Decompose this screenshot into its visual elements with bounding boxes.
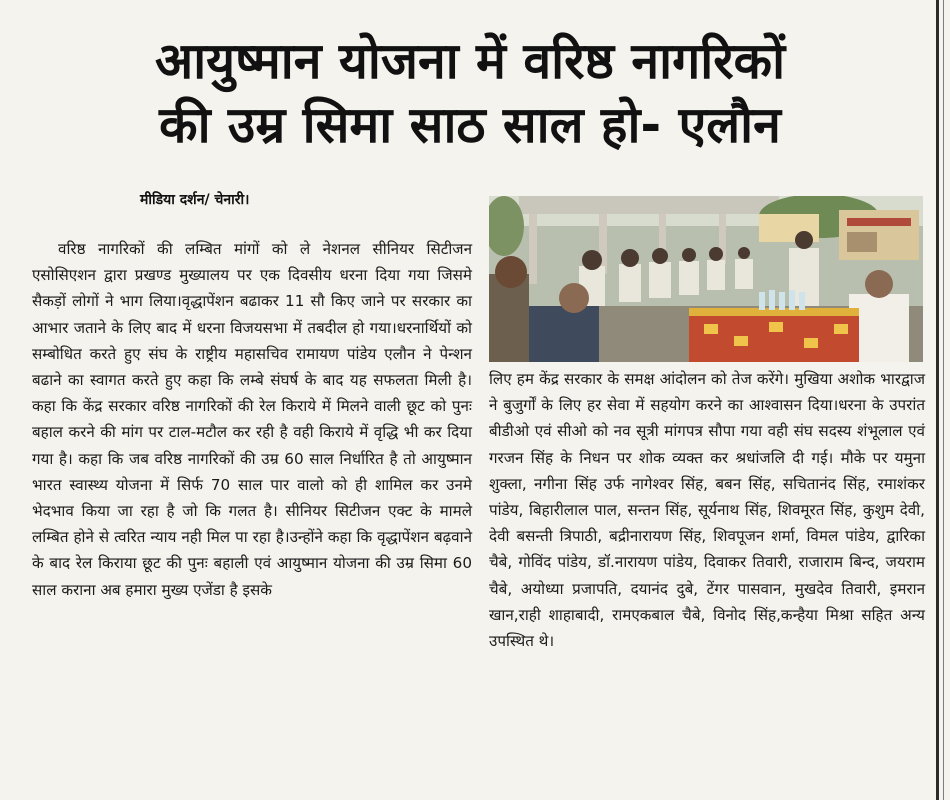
column-divider-thin [943, 0, 944, 800]
column-divider [936, 0, 939, 800]
headline-line-2: की उम्र सिमा साठ साल हो- एलौन [159, 96, 781, 154]
headline-line-1: आयुष्मान योजना में वरिष्ठ नागरिकों [154, 32, 786, 90]
headline [10, 30, 930, 156]
byline: मीडिया दर्शन/ चेनारी। [140, 192, 250, 208]
event-photo [489, 196, 923, 362]
article-right-column [489, 366, 925, 654]
cropped-previous-article-strip [0, 0, 950, 10]
dharna-gathering-illustration [489, 196, 923, 362]
article-left-column [32, 236, 472, 603]
article-right-text: लिए हम केंद्र सरकार के समक्ष आंदोलन को तेज करेंगे। मुखिया अशोक भारद्वाज ने बुजुर्गों के लिए हर सेवा में सहयोग करने का आश्वासन दिया।धरना के उपरांत बीडीओ एवं सीओ को नव सूत्री मांगपत्र सौपा गया वही संघ सदस्य शंभूलाल एवं गरजन सिंह के निधन पर शोक व्यक्त कर श्रधांजलि दी गई। मौके पर यमुना शुक्ला, नगीना सिंह उर्फ नागेश्वर सिंह, बबन सिंह, सचितानंद सिंह, रमाशंकर पांडेय, बिहारीलाल पाल, सन्तन सिंह, सूर्यनाथ सिंह, शिवमूरत सिंह, कुशुम देवी, देवी बसन्ती त्रिपाठी, बद्रीनारायण सिंह, शिवपूजन शर्मा, विमल पांडेय, द्वारिका चैबे, गोविंद पांडेय, डॉ.नारायण पांडेय, दिवाकर तिवारी, राजाराम बिन्द, जयराम चैबे, अयोध्या प्रजापति, दयानंद दुबे, टेंगर पासवान, मुखदेव तिवारी, इमरान खान,राही शाहाबादी, रामएकबाल चैबे, विनोद सिंह,कन्हैया मिश्रा सहित अन्य उपस्थित थे। [489, 370, 925, 651]
article-left-text: वरिष्ठ नागरिकों की लम्बित मांगों को ले नेशनल सीनियर सिटीजन एसोसिएशन द्वारा प्रखण्ड मुख्यालय पर एक दिवसीय धरना दिया गया जिसमे सैकड़ों लोगों ने भाग लिया।वृद्धापेंशन बढाकर 11 सौ किए जाने पर सरकार का आभार जताने के लिए बाद में धरना विजयसभा में तबदील हो गया।धरनार्थियों को सम्बोधित करते हुए संघ के राष्ट्रीय महासचिव रामायण पांडेय एलौन ने पेन्शन बढाने का स्वागत करते हुए कहा कि लम्बे संघर्ष के बाद यह सफलता मिली है।कहा कि केंद्र सरकार वरिष्ठ नागरिकों की रेल किराये में मिलने वाली छूट को पुनः बहाल करने की मांग पर टाल-मटौल कर रही है वही किराये में वृद्धि भी कर दिया गया है। कहा कि जब वरिष्ठ नागरिकों की उम्र 60 साल निर्धारित है तो आयुष्मान भारत स्वास्थ्य योजना में सिर्फ 70 साल पार वालो को ही शामिल कर उनमे भेदभाव किया जा रहा है जो कि गलत है। सीनियर सिटीजन एक्ट के मामले लम्बित होने से त्वरित न्याय नही मिल पा रहा है।उन्होंने कहा कि वृद्धापेंशन बढ़वाने के बाद रेल किराया छूट की पुनः बहाली एवं आयुष्मान योजना की उम्र सिमा 60 साल कराना अब हमारा मुख्य एजेंडा है इसके [32, 240, 472, 599]
